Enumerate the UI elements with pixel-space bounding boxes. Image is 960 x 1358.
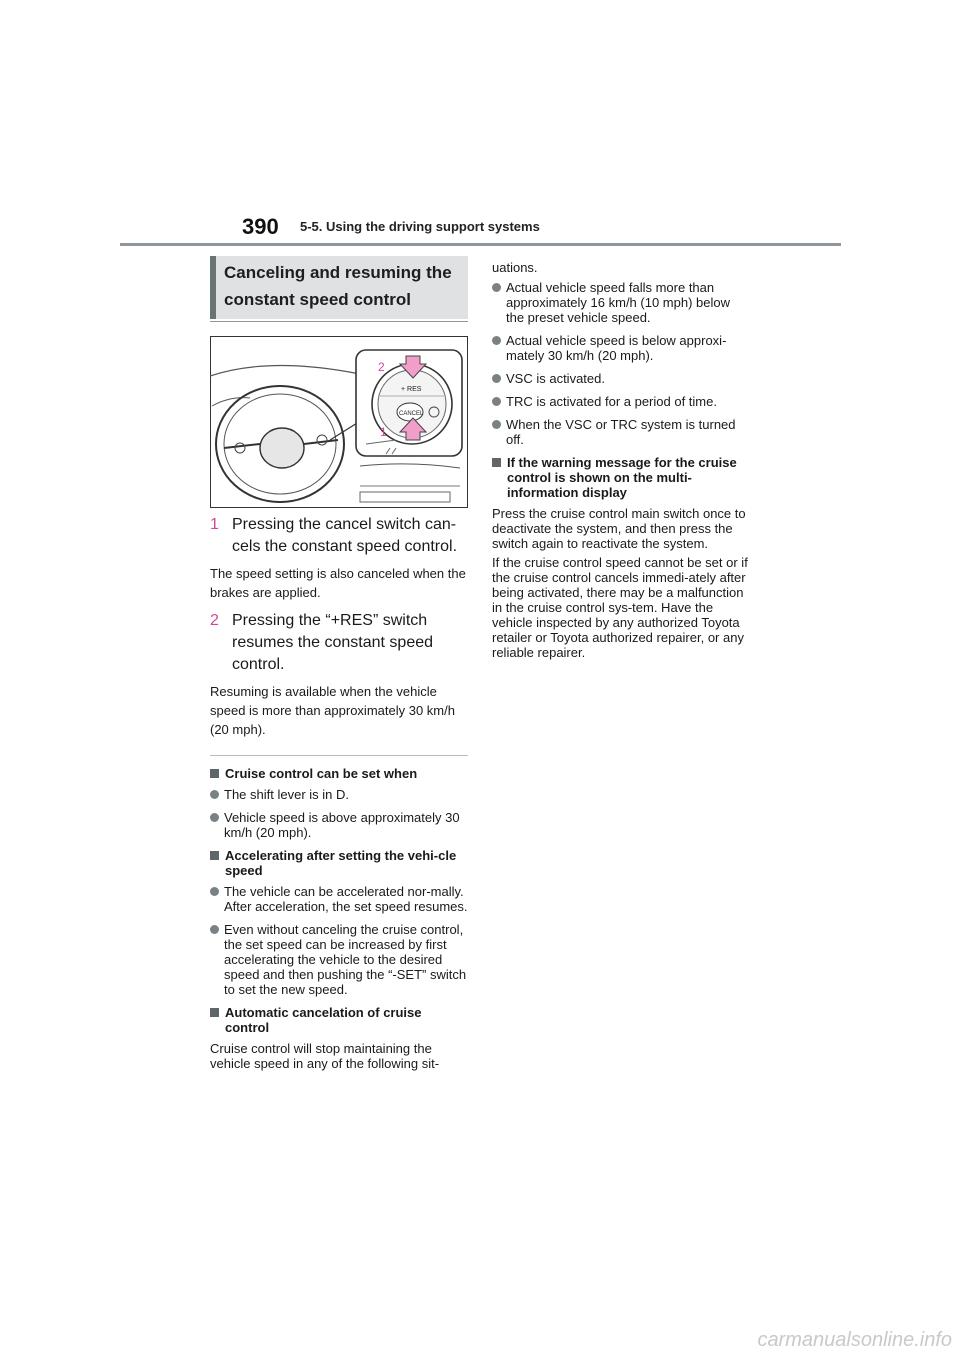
step-note: The speed setting is also canceled when the brakes are applied. [210, 566, 466, 600]
list-item-text: The shift lever is in D. [224, 787, 349, 802]
step-number: 1 [210, 516, 219, 533]
res-label: + RES [401, 386, 422, 393]
section-heading-text: Canceling and resuming the constant speed control [224, 263, 452, 309]
watermark: carmanualsonline.info [757, 1329, 952, 1351]
bullet-dot-icon [492, 283, 501, 292]
steering-wheel-illustration [210, 336, 468, 508]
bullet-dot-icon [210, 813, 219, 822]
square-bullet-icon [210, 1008, 219, 1017]
list-item-text: Actual vehicle speed is below approxi-mately 30 km/h (20 mph). [506, 333, 727, 363]
list-item-text: Actual vehicle speed falls more than approximately 16 km/h (10 mph) below the preset vehicle speed. [506, 280, 730, 325]
section-title: 5-5. Using the driving support systems [300, 219, 540, 234]
warning-text-1: Press the cruise control main switch once to deactivate the system, and then press the switch again to reactivate the system. [492, 506, 746, 551]
auto-cancel-title-text: Automatic cancelation of cruise control [225, 1005, 422, 1035]
accelerating-title [210, 848, 468, 878]
warning-title-text: If the warning message for the cruise control is shown on the multi-information display [507, 455, 737, 500]
square-bullet-icon [210, 851, 219, 860]
steering-wheel-svg [210, 336, 468, 508]
section-divider [210, 755, 468, 756]
bullet-dot-icon [210, 887, 219, 896]
list-item [210, 787, 468, 802]
bullet-dot-icon [492, 420, 501, 429]
page-number: 390 [242, 214, 279, 239]
list-item [210, 922, 468, 997]
list-item [210, 884, 468, 914]
bullet-dot-icon [492, 374, 501, 383]
bullet-dot-icon [210, 925, 219, 934]
cruise-set-title [210, 766, 468, 781]
bullet-dot-icon [210, 790, 219, 799]
list-item-text: TRC is activated for a period of time. [506, 394, 717, 409]
warning-title [492, 455, 750, 500]
list-item [492, 333, 750, 363]
accelerating-title-text: Accelerating after setting the vehi-cle speed [225, 848, 457, 878]
list-item-text: Vehicle speed is above approximately 30 km/h (20 mph). [224, 810, 460, 840]
callout-label-1: 1 [380, 425, 387, 439]
left-column [210, 256, 468, 1075]
list-item [210, 810, 468, 840]
right-column [492, 256, 750, 664]
list-item-text: VSC is activated. [506, 371, 605, 386]
step-text: Pressing the “+RES” switch resumes the constant speed control. [232, 612, 434, 673]
cruise-set-title-text: Cruise control can be set when [225, 766, 418, 781]
square-bullet-icon [210, 769, 219, 778]
bullet-dot-icon [492, 397, 501, 406]
step-text: Pressing the cancel switch can-cels the constant speed control. [232, 516, 458, 555]
square-bullet-icon [492, 458, 501, 467]
auto-cancel-text: Cruise control will stop maintaining the vehicle speed in any of the following sit- [210, 1041, 440, 1071]
callout-label-2: 2 [378, 360, 385, 374]
list-item [492, 371, 750, 386]
list-item-text: When the VSC or TRC system is turned off. [506, 417, 736, 447]
continuation-text: uations. [492, 260, 538, 275]
warning-text-2: If the cruise control speed cannot be set or if the cruise control cancels immedi-ately after being activated, there may be a malfunction in the cruise control sys-tem. Have the vehicle inspected by any authorized Toyota retailer or Toyota authorized repairer, or any reliable repairer. [492, 555, 748, 660]
auto-cancel-title [210, 1005, 468, 1035]
step-1 [210, 514, 468, 558]
list-item-text: Even without canceling the cruise control, the set speed can be increased by first accelerating the vehicle to the desired speed and then pushing the “-SET” switch to set the new speed. [224, 922, 467, 997]
step-note: Resuming is available when the vehicle speed is more than approximately 30 km/h (20 mph). [210, 684, 455, 737]
list-item [492, 280, 750, 325]
list-item [492, 417, 750, 447]
step-number: 2 [210, 612, 219, 629]
list-item [492, 394, 750, 409]
heading-underline [210, 321, 468, 322]
cancel-label: CANCEL [399, 411, 424, 417]
header-rule [120, 243, 841, 246]
list-item-text: The vehicle can be accelerated nor-mally. After acceleration, the set speed resumes. [224, 884, 468, 914]
section-heading [210, 256, 468, 319]
step-2 [210, 610, 468, 676]
bullet-dot-icon [492, 336, 501, 345]
